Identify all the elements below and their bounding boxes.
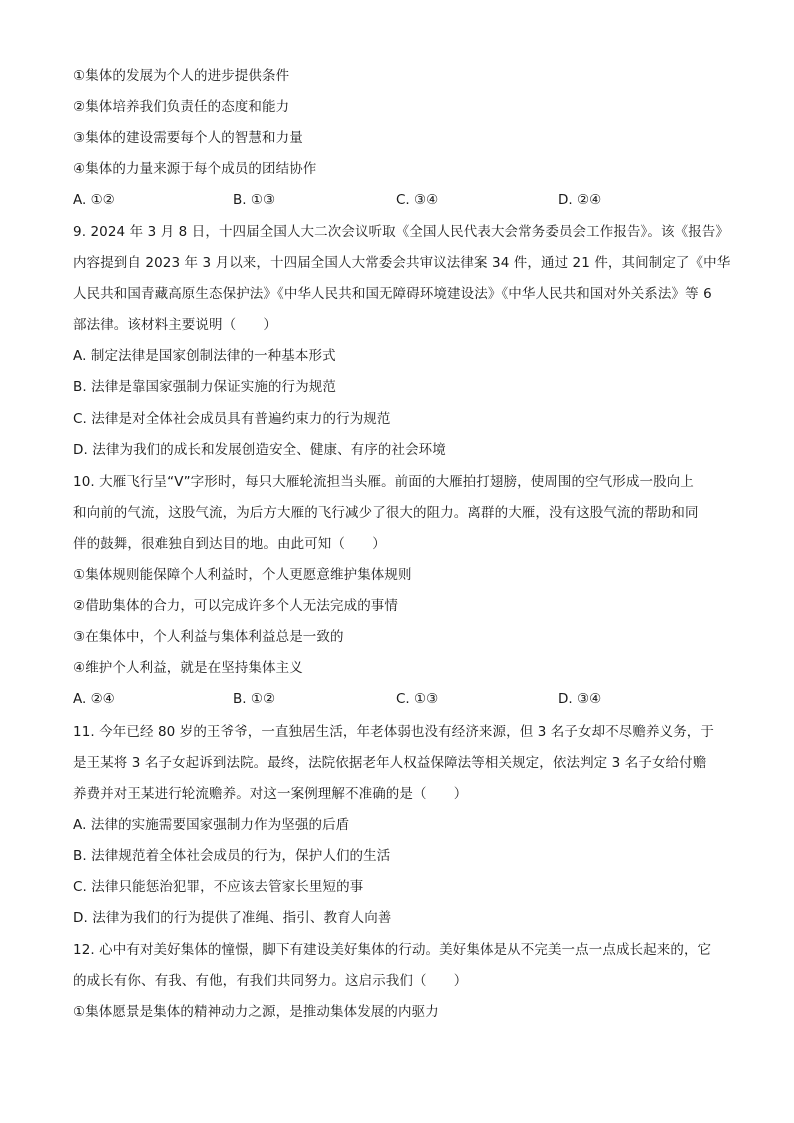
option-b: B. ①③ bbox=[233, 192, 276, 208]
q9-stem-line-3: 人民共和国青藏高原生态保护法》《中华人民共和国无障碍环境建设法》《中华人民共和国对外关系法》等 6 bbox=[73, 286, 712, 302]
q9-option-c: C. 法律是对全体社会成员具有普遍约束力的行为规范 bbox=[73, 411, 391, 427]
statement-4: ④集体的力量来源于每个成员的团结协作 bbox=[73, 161, 317, 177]
q10-option-d: D. ③④ bbox=[558, 691, 602, 707]
q11-option-b: B. 法律规范着全体社会成员的行为，保护人们的生活 bbox=[73, 848, 391, 864]
q12-statement-1: ①集体愿景是集体的精神动力之源，是推动集体发展的内驱力 bbox=[73, 1004, 439, 1020]
q11-stem-line-3: 养费并对王某进行轮流赡养。对这一案例理解不准确的是（ ） bbox=[73, 786, 468, 802]
q11-stem-line-1: 11. 今年已经 80 岁的王爷爷，一直独居生活，年老体弱也没有经济来源，但 3 名子女却不尽赡养义务，于 bbox=[73, 724, 714, 740]
q11-option-d: D. 法律为我们的行为提供了准绳、指引、教育人向善 bbox=[73, 910, 392, 926]
q11-stem-line-2: 是王某将 3 名子女起诉到法院。最终，法院依据老年人权益保障法等相关规定，依法判定 3 名子女给付赡 bbox=[73, 755, 707, 771]
q9-option-b: B. 法律是靠国家强制力保证实施的行为规范 bbox=[73, 379, 336, 395]
option-a: A. ①② bbox=[73, 192, 115, 208]
q11-option-a: A. 法律的实施需要国家强制力作为坚强的后盾 bbox=[73, 817, 350, 833]
q9-option-a: A. 制定法律是国家创制法律的一种基本形式 bbox=[73, 348, 336, 364]
q9-option-d: D. 法律为我们的成长和发展创造安全、健康、有序的社会环境 bbox=[73, 442, 446, 458]
q9-stem-line-4: 部法律。该材料主要说明（ ） bbox=[73, 317, 277, 333]
q10-stem-line-3: 伴的鼓舞，很难独自到达目的地。由此可知（ ） bbox=[73, 536, 386, 552]
statement-3: ③集体的建设需要每个人的智慧和力量 bbox=[73, 130, 303, 146]
q10-statement-1: ①集体规则能保障个人利益时，个人更愿意维护集体规则 bbox=[73, 567, 412, 583]
option-c: C. ③④ bbox=[396, 192, 439, 208]
q10-option-c: C. ①③ bbox=[396, 691, 439, 707]
q10-statement-2: ②借助集体的合力，可以完成许多个人无法完成的事情 bbox=[73, 598, 399, 614]
statement-1: ①集体的发展为个人的进步提供条件 bbox=[73, 68, 290, 84]
q10-statement-4: ④维护个人利益，就是在坚持集体主义 bbox=[73, 660, 303, 676]
q12-stem-line-2: 的成长有你、有我、有他，有我们共同努力。这启示我们（ ） bbox=[73, 973, 468, 989]
q10-option-a: A. ②④ bbox=[73, 691, 115, 707]
q12-stem-line-1: 12. 心中有对美好集体的憧憬，脚下有建设美好集体的行动。美好集体是从不完美一点一点成长起来的，它 bbox=[73, 942, 712, 958]
statement-2: ②集体培养我们负责任的态度和能力 bbox=[73, 99, 290, 115]
q10-option-b: B. ①② bbox=[233, 691, 276, 707]
q10-stem-line-1: 10. 大雁飞行呈“V”字形时，每只大雁轮流担当头雁。前面的大雁拍打翅膀，使周围的空气形成一股向上 bbox=[73, 474, 694, 490]
q10-statement-3: ③在集体中，个人利益与集体利益总是一致的 bbox=[73, 629, 344, 645]
q10-stem-line-2: 和向前的气流，这股气流，为后方大雁的飞行减少了很大的阻力。离群的大雁，没有这股气流的帮助和同 bbox=[73, 505, 699, 521]
q11-option-c: C. 法律只能惩治犯罪，不应该去管家长里短的事 bbox=[73, 879, 364, 895]
q9-stem-line-2: 内容提到自 2023 年 3 月以来，十四届全国人大常委会共审议法律案 34 件，通过 21 件，其间制定了《中华 bbox=[73, 255, 731, 271]
q9-stem-line-1: 9. 2024 年 3 月 8 日，十四届全国人大二次会议听取《全国人民代表大会常务委员会工作报告》。该《报告》 bbox=[73, 224, 730, 240]
option-d: D. ②④ bbox=[558, 192, 602, 208]
